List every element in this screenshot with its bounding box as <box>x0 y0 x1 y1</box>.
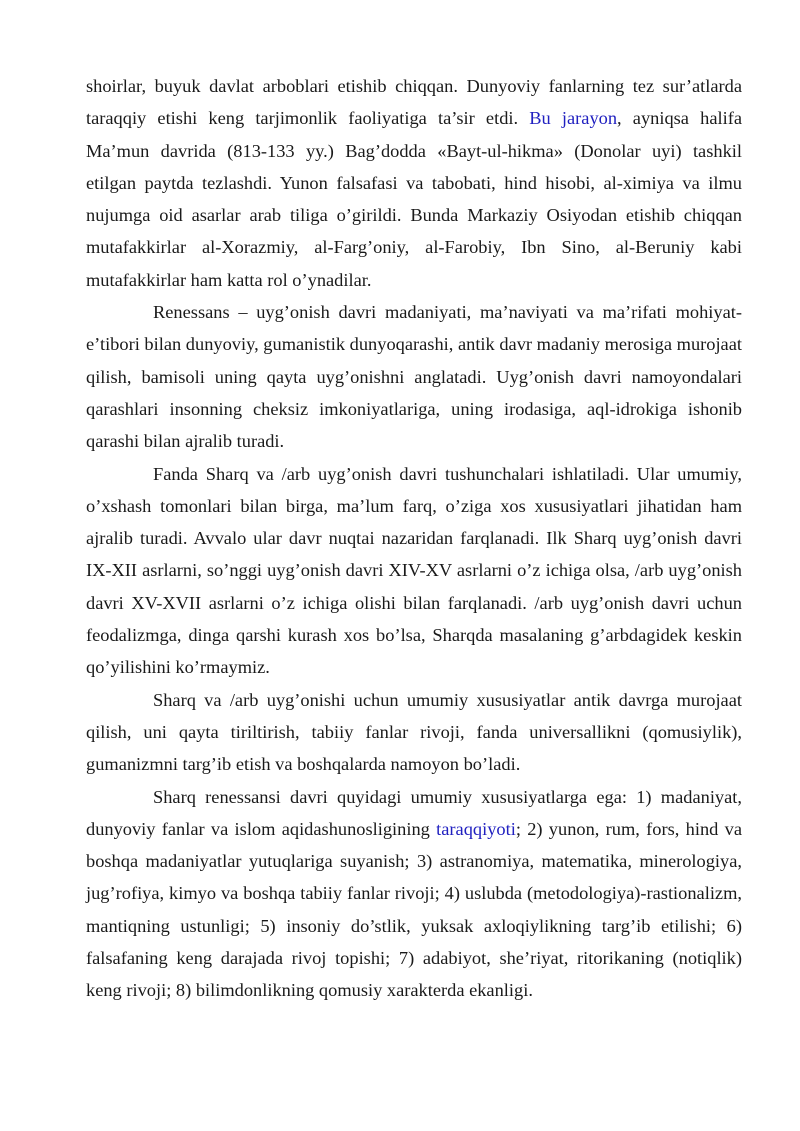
paragraph-text: shoirlar, buyuk davlat arboblari etishib chiqqan. Dunyoviy fanlarning tez sur’atlarda taraqqiy etishi keng tarjimonlik faoliyatiga ta’sir etdi. <box>86 76 742 129</box>
paragraph-text: , ayniqsa halifa Ma’mun davrida (813-133 yy.) Bag’dodda «Bayt-ul-hikma» (Donolar uyi) tashkil etilgan paytda tezlashdi. Yunon falsafasi va tabobati, hind hisobi, al-ximiya va ilmu nujumga oid asarlar arab tiliga o’girildi. Bunda Markaziy Osiyodan etishib chiqqan mutafakkirlar al-Xorazmiy, al-Farg’oniy, al-Farobiy, Ibn Sino, al-Beruniy kabi mutafakkirlar ham katta rol o’ynadilar. <box>86 108 742 290</box>
link-bu-jarayon[interactable]: Bu jarayon <box>529 108 618 129</box>
link-taraqqiyoti[interactable]: taraqqiyoti <box>436 818 516 839</box>
paragraph-text: ; 2) yunon, rum, fors, hind va boshqa madaniyatlar yutuqlariga suyanish; 3) astranomiya, matematika, minerologiya, jug’rofiya, kimyo va boshqa tabiiy fanlar rivoji; 4) uslubda (metodologiya)-rastionalizm, mantiqning ustunligi; 5) insoniy do’stlik, yuksak axloqiylikning targ’ib etilishi; 6) falsafaning keng darajada rivoj topishi; 7) adabiyot, she’riyat, ritorikaning (notiqlik) keng rivoji; 8) bilimdonlikning qomusiy xarakterda ekanligi. <box>86 818 742 1001</box>
paragraph-renaissance-definition: Renessans – uyg’onish davri madaniyati, ma’naviyati va ma’rifati mohiyat-e’tibori bilan dunyoviy, gumanistik dunyoqarashi, antik davr madaniy merosiga murojaat qilish, bamisoli uning qayta uyg’onishni anglatadi. Uyg’onish davri namoyondalari qarashlari insonning cheksiz imkoniyatlariga, uning irodasiga, aql-idrokiga ishonib qarashi bilan ajralib turadi. <box>86 302 742 452</box>
paragraph-translation-movement <box>86 70 742 296</box>
paragraph-text: Sharq renessansi davri quyidagi umumiy xususiyatlarga ega: 1) madaniyat, dunyoviy fanlar va islom aqidashunosligining <box>86 786 742 839</box>
paragraph-common-features: Sharq va /arb uyg’onishi uchun umumiy xususiyatlar antik davrga murojaat qilish, uni qayta tiriltirish, tabiiy fanlar rivoji, fanda universallikni (qomusiylik), gumanizmni targ’ib etish va boshqalarda namoyon bo’ladi. <box>86 689 742 775</box>
paragraph-east-west-comparison: Fanda Sharq va /arb uyg’onish davri tushunchalari ishlatiladi. Ular umumiy, o’xshash tomonlari bilan birga, ma’lum farq, o’ziga xos xususiyatlari jihatidan ham ajralib turadi. Avvalo ular davr nuqtai nazaridan farqlanadi. Ilk Sharq uyg’onish davri IX-XII asrlarni, so’nggi uyg’onish davri XIV-XV asrlarni o’z ichiga olsa, /arb uyg’onish davri XV-XVII asrlarni o’z ichiga olishi bilan farqlanadi. /arb uyg’onish davri uchun feodalizmga, dinga qarshi kurash xos bo’lsa, Sharqda masalaning g’arbdagidek keskin qo’yilishini ko’rmaymiz. <box>86 463 742 678</box>
paragraph-eastern-renaissance-features <box>86 781 742 1007</box>
document-body <box>86 70 742 1007</box>
